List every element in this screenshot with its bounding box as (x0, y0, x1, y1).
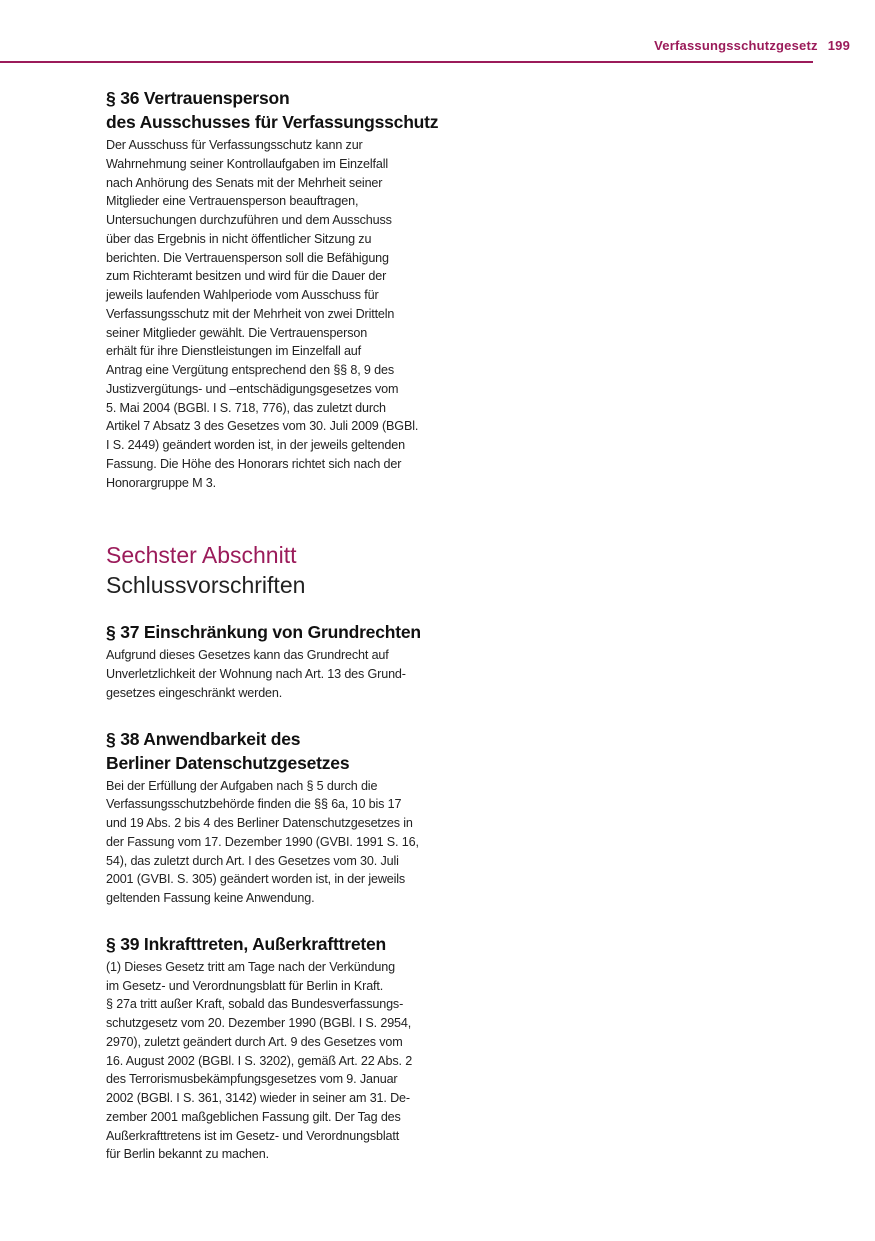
body-line: der Fassung vom 17. Dezember 1990 (GVBI. 1991 S. 16, (106, 834, 419, 849)
section-36-heading (106, 86, 451, 134)
section-39-heading: § 39 Inkrafttreten, Außerkrafttreten (106, 933, 387, 954)
chapter-heading (106, 540, 451, 600)
running-title: Verfassungsschutzgesetz (654, 38, 818, 53)
body-line: berichten. Die Vertrauensperson soll die Befähigung (106, 250, 389, 265)
body-line: 5. Mai 2004 (BGBl. I S. 718, 776), das zuletzt durch (106, 400, 386, 415)
body-line: Außerkrafttretens ist im Gesetz- und Verordnungsblatt (106, 1128, 400, 1143)
body-line: Fassung. Die Höhe des Honorars richtet sich nach der (106, 456, 402, 471)
body-line: des Terrorismusbekämpfungsgesetzes vom 9. Januar (106, 1072, 398, 1087)
section-38-heading-line2: Berliner Datenschutzgesetzes (106, 752, 350, 773)
section-39 (106, 932, 451, 1164)
section-36-body (106, 136, 451, 492)
body-line: erhält für ihre Dienstleistungen im Einzelfall auf (106, 344, 362, 359)
section-38-heading (106, 727, 451, 775)
chapter-title: Schlussvorschriften (106, 572, 306, 599)
body-line: Aufgrund dieses Gesetzes kann das Grundrecht auf (106, 648, 389, 663)
body-line: nach Anhörung des Senats mit der Mehrheit seiner (106, 175, 383, 190)
body-line: 16. August 2002 (BGBl. I S. 3202), gemäß Art. 22 Abs. 2 (106, 1053, 413, 1068)
body-line: § 27a tritt außer Kraft, sobald das Bundesverfassungs- (106, 997, 404, 1012)
section-38-heading-line1: § 38 Anwendbarkeit des (106, 728, 301, 749)
body-line: Wahrnehmung seiner Kontrollaufgaben im Einzelfall (106, 156, 388, 171)
body-line: 54), das zuletzt durch Art. I des Gesetzes vom 30. Juli (106, 853, 399, 868)
body-line: Mitglieder eine Vertrauensperson beauftragen, (106, 194, 359, 209)
body-line: und 19 Abs. 2 bis 4 des Berliner Datenschutzgesetzes in (106, 816, 413, 830)
body-line: Unverletzlichkeit der Wohnung nach Art. 13 des Grund- (106, 667, 406, 681)
chapter-kicker: Sechster Abschnitt (106, 542, 297, 569)
body-line: Artikel 7 Absatz 3 des Gesetzes vom 30. Juli 2009 (BGBl. (106, 419, 419, 434)
page-content (106, 86, 451, 1188)
body-line: Verfassungsschutzbehörde finden die §§ 6a, 10 bis 17 (106, 797, 402, 812)
section-38 (106, 727, 451, 908)
running-header (654, 38, 850, 53)
body-line: (1) Dieses Gesetz tritt am Tage nach der Verkündung (106, 959, 395, 974)
body-line: zum Richteramt besitzen und wird für die Dauer der (106, 269, 387, 284)
body-line: Honorargruppe M 3. (106, 475, 217, 490)
body-line: Verfassungsschutz mit der Mehrheit von zwei Dritteln (106, 306, 395, 321)
body-line: Untersuchungen durchzuführen und dem Ausschuss (106, 213, 392, 227)
body-line: geltenden Fassung keine Anwendung. (106, 891, 315, 905)
body-line: 2002 (BGBl. I S. 361, 3142) wieder in seiner am 31. De- (106, 1091, 410, 1105)
body-line: Justizvergütungs- und –entschädigungsgesetzes vom (106, 381, 399, 396)
section-39-body (106, 958, 451, 1164)
body-line: Der Ausschuss für Verfassungsschutz kann zur (106, 138, 363, 152)
body-line: über das Ergebnis in nicht öffentlicher Sitzung zu (106, 231, 372, 246)
body-line: 2001 (GVBI. S. 305) geändert worden ist, in der jeweils (106, 872, 406, 887)
body-line: seiner Mitglieder gewählt. Die Vertrauensperson (106, 325, 368, 340)
header-rule (0, 61, 813, 63)
section-36-heading-line1: § 36 Vertrauensperson (106, 88, 290, 108)
section-37-heading: § 37 Einschränkung von Grundrechten (106, 622, 421, 643)
body-line: I S. 2449) geändert worden ist, in der jeweils geltenden (106, 438, 405, 452)
body-line: Antrag eine Vergütung entsprechend den §§ 8, 9 des (106, 363, 394, 377)
body-line: schutzgesetz vom 20. Dezember 1990 (BGBl. I S. 2954, (106, 1016, 412, 1030)
body-line: 2970), zuletzt geändert durch Art. 9 des Gesetzes vom (106, 1034, 403, 1049)
section-37-body (106, 646, 451, 702)
section-37 (106, 620, 451, 702)
section-38-body (106, 777, 451, 908)
body-line: zember 2001 maßgeblichen Fassung gilt. Der Tag des (106, 1109, 401, 1124)
body-line: für Berlin bekannt zu machen. (106, 1147, 269, 1162)
body-line: gesetzes eingeschränkt werden. (106, 685, 283, 700)
body-line: im Gesetz- und Verordnungsblatt für Berlin in Kraft. (106, 978, 384, 993)
section-36-heading-line2: des Ausschusses für Verfassungsschutz (106, 112, 439, 132)
page-number: 199 (827, 38, 850, 53)
section-36 (106, 86, 451, 492)
body-line: jeweils laufenden Wahlperiode vom Ausschuss für (106, 288, 379, 302)
body-line: Bei der Erfüllung der Aufgaben nach § 5 durch die (106, 778, 378, 793)
